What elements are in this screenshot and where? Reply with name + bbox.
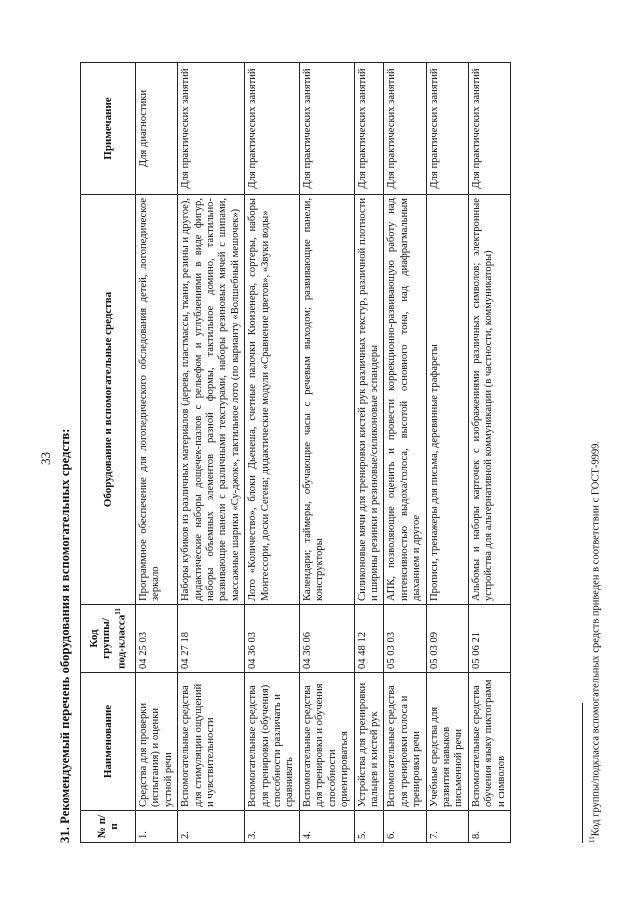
footnote-mark: 11 <box>114 608 123 615</box>
row-name: Вспомогательные средства для стимуляции ощущений и чувствительности <box>178 673 245 811</box>
row-code: 04 36 03 <box>245 605 300 673</box>
table-row <box>299 63 354 843</box>
row-number: 8. <box>468 811 510 843</box>
header-number: № п/п <box>81 811 136 843</box>
row-equipment: Календари; таймеры, обучающие часы с речевым выходом; развивающие панели, конструкторы <box>299 195 354 605</box>
row-code: 05 06 21 <box>468 605 510 673</box>
section-heading: 31. Рекомендуемый перечень оборудования и вспомогательных средств: <box>58 428 72 843</box>
row-code: 05 03 09 <box>426 605 468 673</box>
row-equipment: АПК, позволяющие оценить и провести коррекционно-развивающую работу над интенсивностью выдоха/голоса, высотой основного тона, над диафрагмальным дыханием и другое <box>384 195 426 605</box>
row-note: Для практических занятий <box>178 63 245 195</box>
page-number: 33 <box>38 452 53 465</box>
row-code: 04 48 12 <box>354 605 384 673</box>
row-note: Для практических занятий <box>468 63 510 195</box>
row-name: Вспомогательные средства обучения языку пиктограмм и символов <box>468 673 510 811</box>
row-name: Вспомогательные средства для тренировки и обучения способности ориентироваться <box>299 673 354 811</box>
row-name: Вспомогательные средства для тренировки (обучения) способности различать и сравнивать <box>245 673 300 811</box>
header-code-label: Код группы/под-класса <box>87 614 129 669</box>
header-code <box>81 605 136 673</box>
row-code: 04 27 18 <box>178 605 245 673</box>
header-equipment: Оборудование и вспомогательные средства <box>81 195 136 605</box>
row-name: Вспомогательные средства для тренировки голоса и тренировки речи <box>384 673 426 811</box>
row-name: Учебные средства для развития навыков письменной речи <box>426 673 468 811</box>
row-number: 3. <box>245 811 300 843</box>
row-name: Устройства для тренировки пальцев и кистей рук <box>354 673 384 811</box>
row-note: Для практических занятий <box>245 63 300 195</box>
row-equipment: Альбомы и наборы карточек с изображениями различных символов; электронные устройства для альтернативной коммуникации (в частности, коммуникаторы) <box>468 195 510 605</box>
table-row <box>426 63 468 843</box>
row-number: 4. <box>299 811 354 843</box>
table-row <box>468 63 510 843</box>
row-note: Для практических занятий <box>426 63 468 195</box>
footnote-mark: 11 <box>588 836 596 843</box>
row-note: Для практических занятий <box>299 63 354 195</box>
row-name: Средства для проверки (испытания) и оценки устной речи <box>136 673 178 811</box>
row-note: Для диагностики <box>136 63 178 195</box>
table-header-row <box>81 63 136 843</box>
row-equipment: Наборы кубиков из различных материалов (дерева, пластмассы, ткани, резины и другое), дидактические наборы дощечек-пазлов с рельефом и углублениями в виде фигур, наборы объемных элементов разной формы, тактильное домино, тактильно-развивающие панели с различными текстурами, наборы резиновых мячей с шипами, массажные шарики «Су-джок», тактильное лото (по варианту «Волшебный мешочек») <box>178 195 245 605</box>
footnote-divider <box>582 703 583 843</box>
table-row <box>245 63 300 843</box>
row-code: 05 03 03 <box>384 605 426 673</box>
equipment-table <box>80 62 511 843</box>
row-number: 7. <box>426 811 468 843</box>
row-code: 04 25 03 <box>136 605 178 673</box>
row-equipment: Прописи, тренажеры для письма, деревянные трафареты <box>426 195 468 605</box>
footnote <box>588 441 602 843</box>
table-row <box>136 63 178 843</box>
row-equipment: Лото «Количество», блоки Дьенеша, счетные палочки Кюизенера, сортеры, наборы Монтессори, доски Сегена; дидактические модули «Сравнение цветов», «Звуки воды» <box>245 195 300 605</box>
row-note: Для практических занятий <box>384 63 426 195</box>
row-number: 1. <box>136 811 178 843</box>
row-equipment: Силиконовые мячи для тренировки кистей рук различных текстур, различной плотности и ширины резинки и резиновые/силиконовые эспандеры <box>354 195 384 605</box>
row-number: 5. <box>354 811 384 843</box>
table-row <box>384 63 426 843</box>
row-number: 2. <box>178 811 245 843</box>
table-row <box>354 63 384 843</box>
row-equipment: Программное обеспечение для логопедического обследования детей, логопедическое зеркало <box>136 195 178 605</box>
table-row <box>178 63 245 843</box>
row-note: Для практических занятий <box>354 63 384 195</box>
header-note: Примечание <box>81 63 136 195</box>
footnote-text: Код группы/подкласса вспомогательных средств приведен в соответствии с ГОСТ-9999. <box>590 441 602 837</box>
row-code: 04 36 06 <box>299 605 354 673</box>
row-number: 6. <box>384 811 426 843</box>
header-name: Наименование <box>81 673 136 811</box>
